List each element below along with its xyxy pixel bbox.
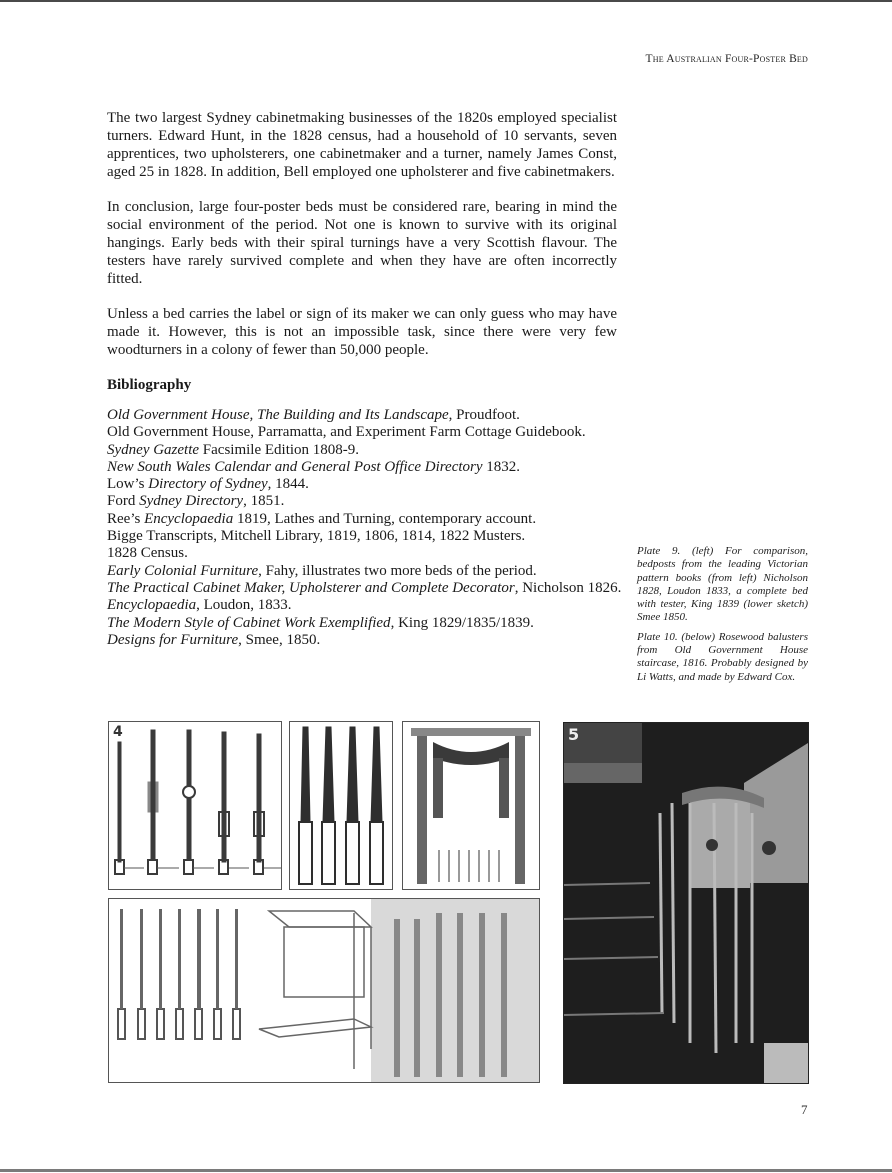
bib-title: Sydney Directory — [139, 493, 244, 510]
bibliography-item — [107, 476, 617, 493]
bib-title: Old Government House, The Building and Its Landscape — [107, 407, 449, 423]
bib-title: Directory of Sydney — [148, 476, 268, 493]
bib-details: , Proudfoot. — [448, 407, 520, 423]
caption-plate-9: Plate 9. (left) For comparison, bedposts from the leading Victorian pattern books (from left) Nicholson 1828, Loudon 1833, a complete bed with tester, King 1839 (lower sketch) Smee 1850. — [637, 545, 808, 624]
bib-details: Facsimile Edition 1808-9. — [199, 441, 360, 458]
bibliography-item — [107, 459, 617, 476]
bedposts-and-bed-sketch — [109, 899, 539, 1082]
plate-number-4: 4 — [113, 724, 123, 740]
bibliography-item — [107, 545, 617, 562]
bibliography-item — [107, 632, 617, 649]
bib-prefix: Bigge Transcripts, Mitchell Library, 1819, 1806, 1814, 1822 Musters. — [107, 528, 526, 545]
bibliography-list — [107, 407, 622, 649]
bottom-page-border — [0, 1169, 892, 1172]
bibliography-item — [107, 528, 617, 545]
plate-10-staircase-photo — [563, 722, 809, 1084]
bib-title: The Modern Style of Cabinet Work Exemplified — [107, 614, 391, 631]
bibliography-item — [107, 424, 617, 441]
bib-details: , Loudon, 1833. — [196, 597, 292, 614]
bibliography-item — [107, 511, 617, 528]
bib-prefix: Low’s — [107, 476, 149, 493]
running-head: The Australian Four-Poster Bed — [645, 53, 808, 65]
bib-title: Sydney Gazette — [107, 441, 200, 458]
bibliography-item — [107, 407, 617, 424]
bib-prefix: Ford — [107, 493, 140, 510]
bib-prefix: Old Government House, Parramatta, and Experiment Farm Cottage Guidebook. — [107, 424, 586, 441]
bib-details: 1819, Lathes and Turning, contemporary account. — [233, 510, 537, 527]
bedposts-illustration — [109, 722, 281, 889]
bib-details: , 1851. — [243, 493, 285, 510]
bib-title: New South Wales Calendar and General Post Office Directory — [107, 458, 483, 475]
bib-title: Encyclopaedia — [107, 597, 197, 614]
bibliography-item — [107, 597, 617, 614]
bibliography-heading: Bibliography — [107, 377, 192, 393]
caption-plate-10: Plate 10. (below) Rosewood balusters from Old Government House staircase, 1816. Probably designed by Li Watts, and made by Edward Cox. — [637, 630, 808, 683]
plate-number-5: 5 — [568, 725, 580, 744]
bib-prefix: 1828 Census. — [107, 545, 188, 562]
top-page-border — [0, 0, 892, 2]
main-text-column — [107, 109, 622, 649]
bib-details: , Nicholson 1826. — [514, 579, 622, 596]
bibliography-item — [107, 563, 617, 580]
bib-title: Encyclopaedia — [144, 510, 234, 527]
plate-9-smee-sketches — [108, 898, 540, 1083]
tester-bed-illustration — [403, 722, 539, 889]
bib-details: , 1844. — [267, 476, 309, 493]
paragraph: The two largest Sydney cabinetmaking businesses of the 1820s employed specialist turners. Edward Hunt, in the 1828 census, had a household of 10 servants, seven apprentices, two upholsterers, one cabinetmaker and a turner, namely James Const, aged 25 in 1828. In addition, Bell employed one upholsterer and five cabinetmakers. — [107, 110, 617, 180]
bib-details: , King 1829/1835/1839. — [390, 614, 534, 631]
bib-details: , Smee, 1850. — [238, 631, 321, 648]
paragraph: In conclusion, large four-poster beds must be considered rare, bearing in mind the social environment of the period. Not one is known to survive with its original hangings. Early beds with their spiral turnings have a very Scottish flavour. The testers have rarely survived complete and when they have are often incorrectly fitted. — [107, 199, 617, 287]
captions-column — [637, 545, 808, 690]
bibliography-item — [107, 493, 617, 510]
bib-title: Designs for Furniture — [107, 631, 239, 648]
bibliography-item — [107, 442, 617, 459]
bib-prefix: Ree’s — [107, 510, 145, 527]
plate-9-king-tester-bed — [402, 721, 540, 890]
page-number: 7 — [801, 1102, 808, 1117]
plate-9-nicholson-bedposts — [108, 721, 282, 890]
bedposts-illustration — [290, 722, 392, 889]
paragraph: Unless a bed carries the label or sign of its maker we can only guess who may have made it. However, this is not an impossible task, since there were very few woodturners in a colony of fewer than 50,000 people. — [107, 306, 617, 358]
plate-9-loudon-bedposts — [289, 721, 393, 890]
bib-title: The Practical Cabinet Maker, Upholsterer and Complete Decorator — [107, 579, 515, 596]
bibliography-item — [107, 615, 617, 632]
bibliography-item — [107, 579, 622, 597]
balusters-photo — [564, 723, 808, 1083]
bib-details: , Fahy, illustrates two more beds of the period. — [258, 562, 537, 579]
bib-details: 1832. — [482, 458, 521, 475]
bib-title: Early Colonial Furniture — [107, 562, 259, 579]
